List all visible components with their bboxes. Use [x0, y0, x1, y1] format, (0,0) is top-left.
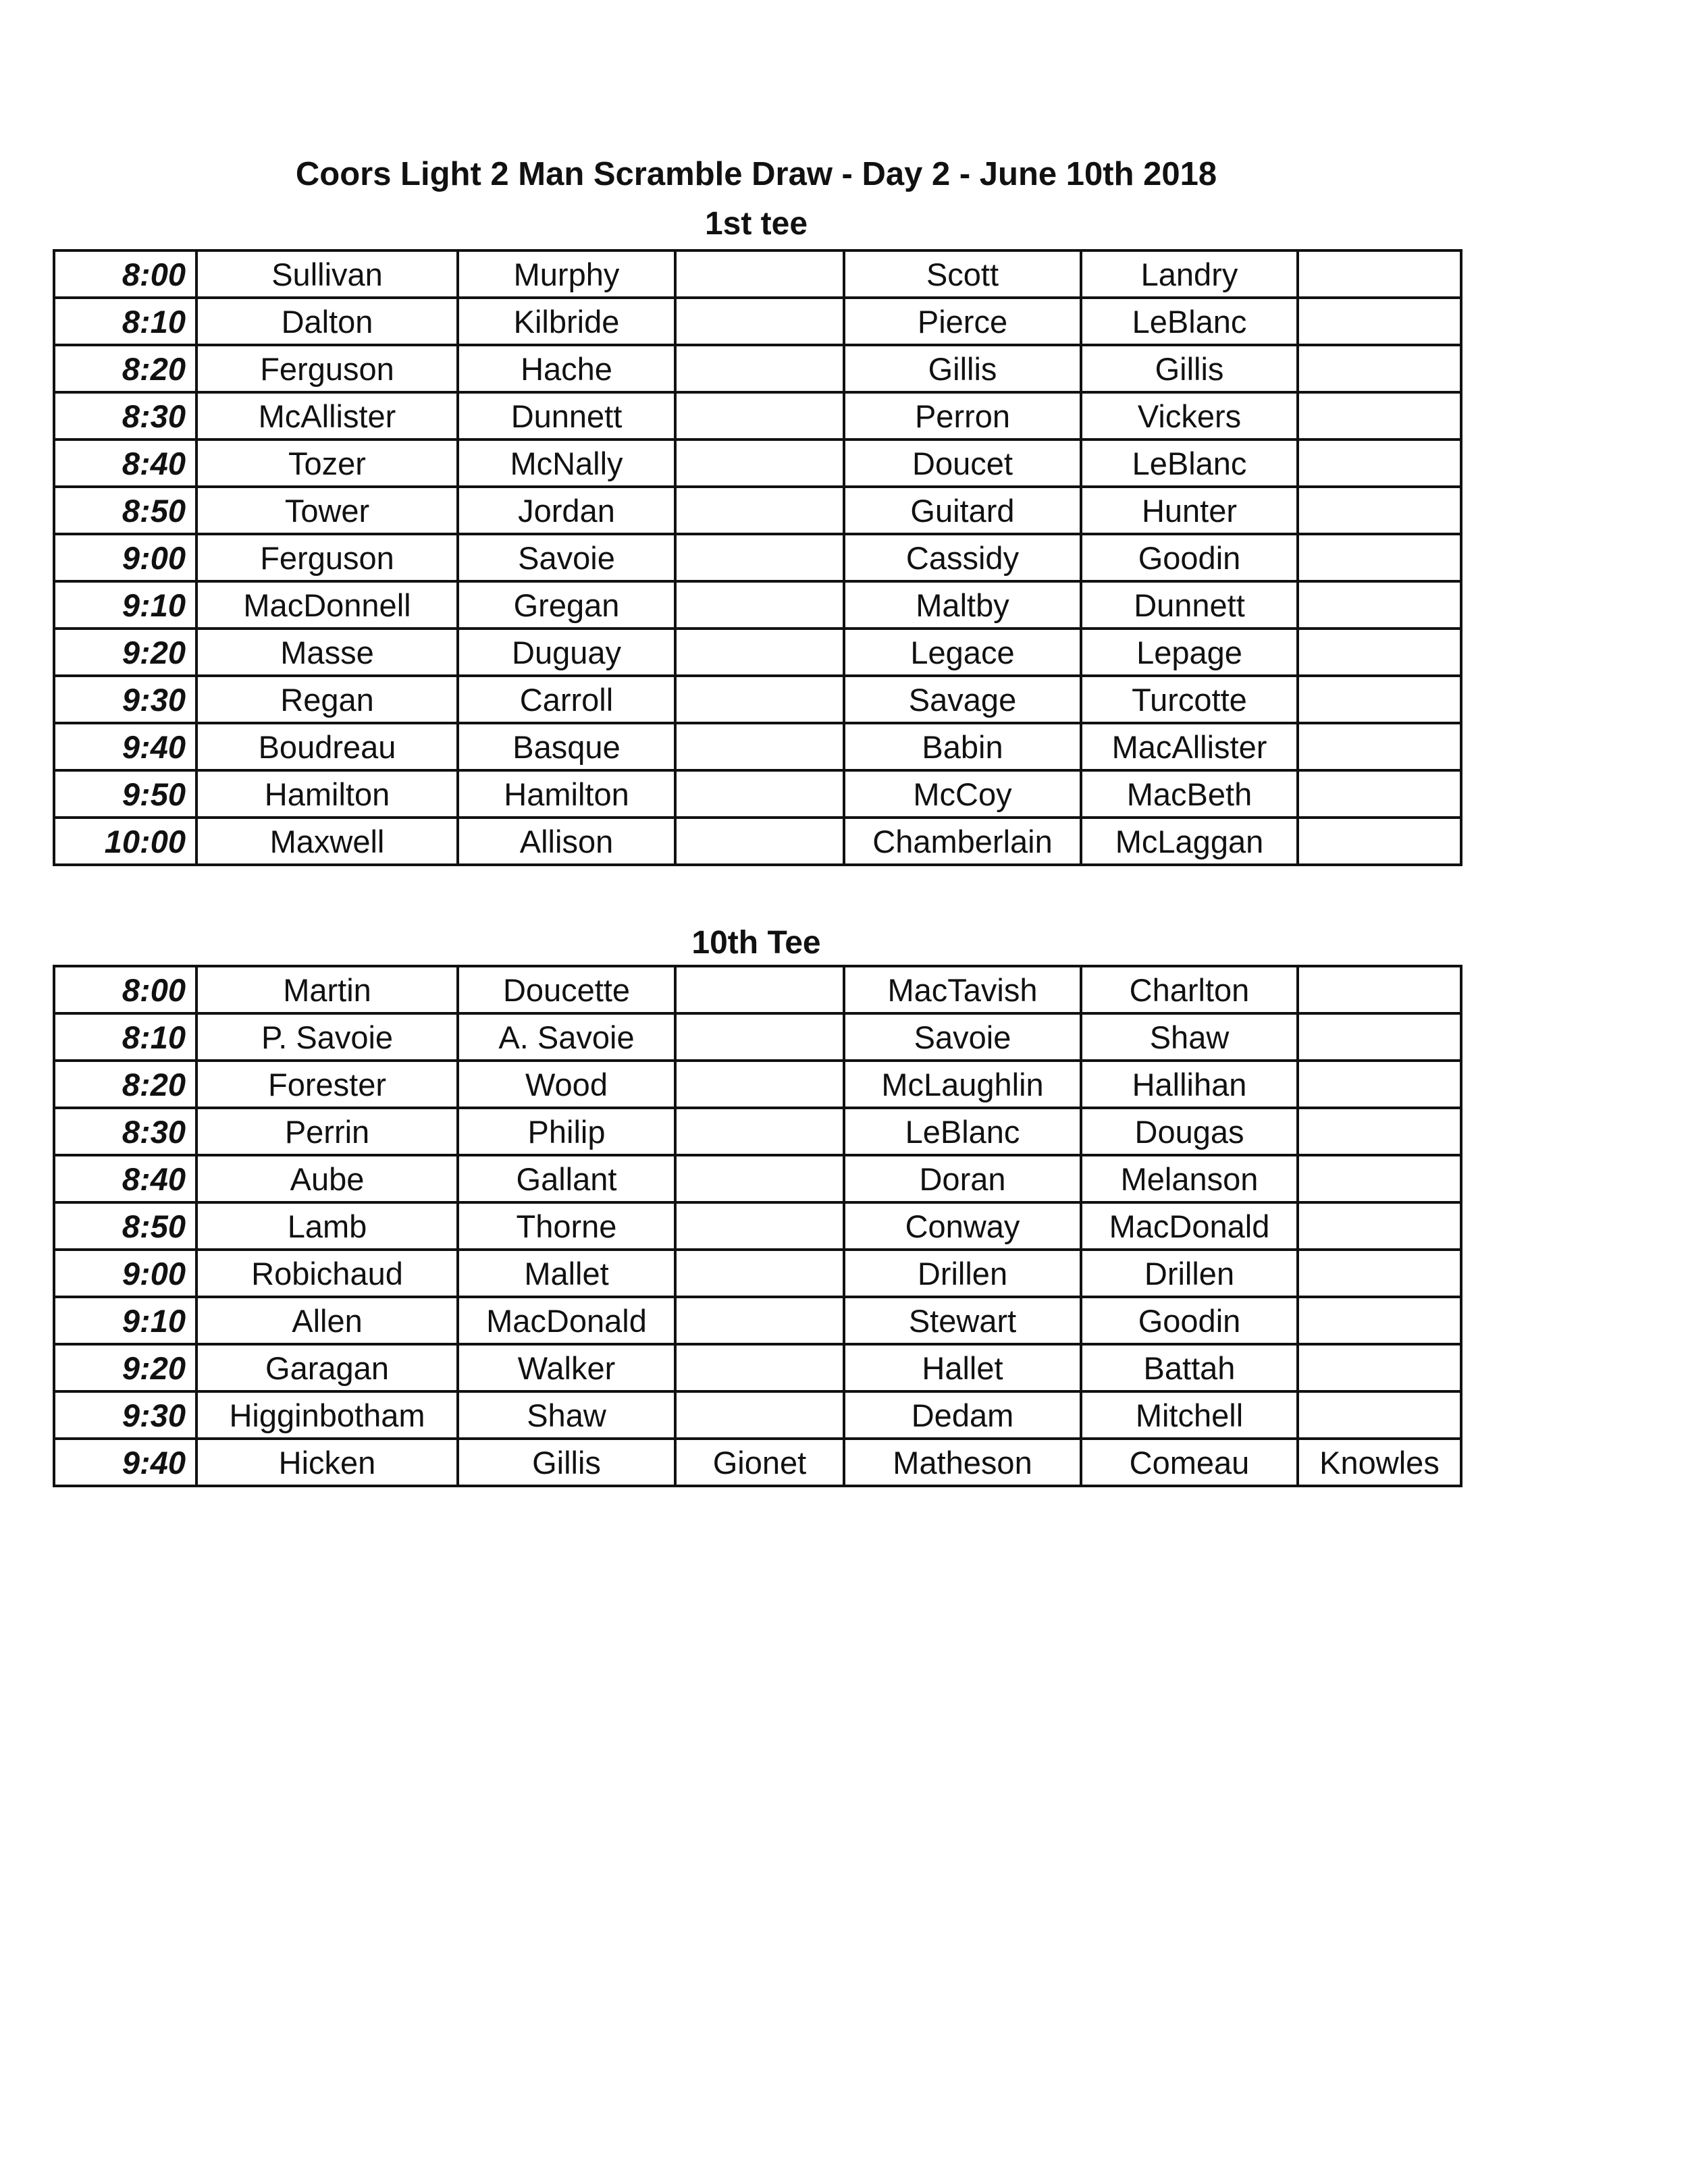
player-cell: Legace — [844, 629, 1081, 676]
player-cell — [1298, 345, 1461, 392]
player-cell: Cassidy — [844, 534, 1081, 581]
player-cell: Gionet — [675, 1439, 844, 1486]
table-row — [54, 487, 1461, 534]
player-cell: Landry — [1081, 250, 1298, 298]
tee-time: 9:00 — [54, 1250, 196, 1297]
player-cell: Masse — [196, 629, 458, 676]
player-cell: Ferguson — [196, 345, 458, 392]
player-cell: LeBlanc — [1081, 298, 1298, 345]
player-cell: Battah — [1081, 1344, 1298, 1391]
player-cell: Lamb — [196, 1202, 458, 1250]
table-row — [54, 392, 1461, 440]
player-cell: Wood — [458, 1061, 675, 1108]
player-cell — [1298, 676, 1461, 723]
player-cell: Knowles — [1298, 1439, 1461, 1486]
table-row — [54, 534, 1461, 581]
player-cell — [675, 487, 844, 534]
player-cell: Savage — [844, 676, 1081, 723]
player-cell: Hamilton — [458, 770, 675, 818]
player-cell — [675, 1297, 844, 1344]
player-cell: Maltby — [844, 581, 1081, 629]
player-cell — [1298, 1155, 1461, 1202]
player-cell: Savoie — [458, 534, 675, 581]
first-tee-rows — [54, 250, 1461, 865]
player-cell: Mallet — [458, 1250, 675, 1297]
table-row — [54, 1250, 1461, 1297]
player-cell: Doran — [844, 1155, 1081, 1202]
player-cell: MacDonnell — [196, 581, 458, 629]
player-cell: Tozer — [196, 440, 458, 487]
table-row — [54, 1439, 1461, 1486]
first-tee-heading: 1st tee — [704, 206, 808, 242]
player-cell — [1298, 392, 1461, 440]
player-cell: MacAllister — [1081, 723, 1298, 770]
player-cell: Charlton — [1081, 966, 1298, 1013]
player-cell: Mitchell — [1081, 1391, 1298, 1439]
player-cell: Allen — [196, 1297, 458, 1344]
player-cell — [1298, 1061, 1461, 1108]
player-cell — [675, 629, 844, 676]
tee-time: 8:00 — [54, 250, 196, 298]
player-cell: Perrin — [196, 1108, 458, 1155]
player-cell: P. Savoie — [196, 1013, 458, 1061]
player-cell: Drillen — [1081, 1250, 1298, 1297]
tee-time: 9:40 — [54, 1439, 196, 1486]
player-cell — [675, 1061, 844, 1108]
player-cell: Sullivan — [196, 250, 458, 298]
player-cell: Forester — [196, 1061, 458, 1108]
player-cell — [1298, 1202, 1461, 1250]
tee-time: 8:30 — [54, 1108, 196, 1155]
player-cell: Goodin — [1081, 1297, 1298, 1344]
player-cell — [1298, 1344, 1461, 1391]
player-cell: Boudreau — [196, 723, 458, 770]
player-cell: Murphy — [458, 250, 675, 298]
player-cell — [1298, 1013, 1461, 1061]
table-row — [54, 629, 1461, 676]
player-cell — [675, 440, 844, 487]
player-cell — [675, 345, 844, 392]
player-cell: Comeau — [1081, 1439, 1298, 1486]
player-cell: Duguay — [458, 629, 675, 676]
player-cell: Scott — [844, 250, 1081, 298]
player-cell: MacBeth — [1081, 770, 1298, 818]
player-cell: Jordan — [458, 487, 675, 534]
player-cell: McLaggan — [1081, 818, 1298, 865]
player-cell: Hamilton — [196, 770, 458, 818]
tee-time: 9:50 — [54, 770, 196, 818]
player-cell: Kilbride — [458, 298, 675, 345]
player-cell: Perron — [844, 392, 1081, 440]
player-cell — [675, 818, 844, 865]
player-cell: Higginbotham — [196, 1391, 458, 1439]
player-cell — [1298, 1250, 1461, 1297]
tee-time: 9:00 — [54, 534, 196, 581]
player-cell — [675, 534, 844, 581]
player-cell: Martin — [196, 966, 458, 1013]
player-cell: Gallant — [458, 1155, 675, 1202]
player-cell: Guitard — [844, 487, 1081, 534]
player-cell — [1298, 1108, 1461, 1155]
player-cell: Basque — [458, 723, 675, 770]
player-cell: Melanson — [1081, 1155, 1298, 1202]
tee-time: 9:20 — [54, 629, 196, 676]
player-cell: Dunnett — [458, 392, 675, 440]
table-row — [54, 966, 1461, 1013]
player-cell — [675, 392, 844, 440]
player-cell: Gillis — [458, 1439, 675, 1486]
player-cell: Hunter — [1081, 487, 1298, 534]
player-cell — [1298, 534, 1461, 581]
table-row — [54, 298, 1461, 345]
player-cell: McAllister — [196, 392, 458, 440]
player-cell: Goodin — [1081, 534, 1298, 581]
player-cell: Hallihan — [1081, 1061, 1298, 1108]
player-cell: Babin — [844, 723, 1081, 770]
player-cell: LeBlanc — [844, 1108, 1081, 1155]
player-cell: Regan — [196, 676, 458, 723]
table-row — [54, 770, 1461, 818]
tee-time: 9:40 — [54, 723, 196, 770]
player-cell: Aube — [196, 1155, 458, 1202]
player-cell: Philip — [458, 1108, 675, 1155]
player-cell — [1298, 1297, 1461, 1344]
table-row — [54, 1108, 1461, 1155]
player-cell: Dedam — [844, 1391, 1081, 1439]
player-cell: Carroll — [458, 676, 675, 723]
player-cell: Ferguson — [196, 534, 458, 581]
player-cell — [675, 770, 844, 818]
tee-time: 8:30 — [54, 392, 196, 440]
player-cell — [675, 581, 844, 629]
tee-time: 8:00 — [54, 966, 196, 1013]
table-row — [54, 345, 1461, 392]
player-cell: Dougas — [1081, 1108, 1298, 1155]
table-row — [54, 250, 1461, 298]
player-cell: Doucette — [458, 966, 675, 1013]
table-row — [54, 581, 1461, 629]
tee-time: 8:10 — [54, 1013, 196, 1061]
player-cell: Stewart — [844, 1297, 1081, 1344]
player-cell: Lepage — [1081, 629, 1298, 676]
player-cell: Shaw — [458, 1391, 675, 1439]
tee-time: 10:00 — [54, 818, 196, 865]
tee-time: 9:10 — [54, 1297, 196, 1344]
player-cell: Garagan — [196, 1344, 458, 1391]
player-cell — [1298, 440, 1461, 487]
player-cell: Pierce — [844, 298, 1081, 345]
player-cell — [1298, 629, 1461, 676]
tee-time: 8:20 — [54, 345, 196, 392]
tee-time: 9:10 — [54, 581, 196, 629]
player-cell: Shaw — [1081, 1013, 1298, 1061]
player-cell — [1298, 723, 1461, 770]
player-cell — [1298, 818, 1461, 865]
player-cell — [1298, 487, 1461, 534]
table-row — [54, 1391, 1461, 1439]
table-row — [54, 818, 1461, 865]
player-cell: Savoie — [844, 1013, 1081, 1061]
player-cell — [675, 250, 844, 298]
player-cell — [675, 1344, 844, 1391]
player-cell: Hallet — [844, 1344, 1081, 1391]
tenth-tee-table — [53, 965, 1462, 1487]
player-cell: Allison — [458, 818, 675, 865]
player-cell — [1298, 1391, 1461, 1439]
player-cell — [675, 1391, 844, 1439]
page-title: Coors Light 2 Man Scramble Draw - Day 2 - June 10th 2018 — [295, 156, 1217, 192]
tenth-tee-rows — [54, 966, 1461, 1486]
player-cell: McCoy — [844, 770, 1081, 818]
player-cell — [675, 966, 844, 1013]
player-cell: MacTavish — [844, 966, 1081, 1013]
player-cell — [1298, 581, 1461, 629]
table-row — [54, 1202, 1461, 1250]
player-cell: MacDonald — [458, 1297, 675, 1344]
player-cell — [675, 1013, 844, 1061]
player-cell: Turcotte — [1081, 676, 1298, 723]
player-cell: Conway — [844, 1202, 1081, 1250]
table-row — [54, 676, 1461, 723]
table-row — [54, 1297, 1461, 1344]
player-cell — [1298, 966, 1461, 1013]
player-cell: Maxwell — [196, 818, 458, 865]
tee-time: 8:50 — [54, 487, 196, 534]
table-row — [54, 1061, 1461, 1108]
tenth-tee-heading: 10th Tee — [691, 925, 821, 961]
player-cell — [675, 676, 844, 723]
player-cell: Robichaud — [196, 1250, 458, 1297]
tee-time: 8:10 — [54, 298, 196, 345]
table-row — [54, 440, 1461, 487]
player-cell — [1298, 298, 1461, 345]
table-row — [54, 1155, 1461, 1202]
first-tee-table — [53, 249, 1462, 866]
player-cell: Gillis — [844, 345, 1081, 392]
player-cell — [675, 1250, 844, 1297]
player-cell: Hache — [458, 345, 675, 392]
player-cell: Gillis — [1081, 345, 1298, 392]
player-cell: Walker — [458, 1344, 675, 1391]
player-cell: MacDonald — [1081, 1202, 1298, 1250]
player-cell: McLaughlin — [844, 1061, 1081, 1108]
tee-time: 8:40 — [54, 440, 196, 487]
player-cell — [675, 723, 844, 770]
player-cell: LeBlanc — [1081, 440, 1298, 487]
player-cell: Matheson — [844, 1439, 1081, 1486]
player-cell — [675, 1202, 844, 1250]
player-cell: Drillen — [844, 1250, 1081, 1297]
table-row — [54, 1344, 1461, 1391]
player-cell — [675, 1108, 844, 1155]
player-cell: Gregan — [458, 581, 675, 629]
player-cell: Hicken — [196, 1439, 458, 1486]
player-cell: Vickers — [1081, 392, 1298, 440]
player-cell: McNally — [458, 440, 675, 487]
player-cell — [1298, 250, 1461, 298]
tee-time: 9:30 — [54, 1391, 196, 1439]
table-row — [54, 723, 1461, 770]
player-cell: Tower — [196, 487, 458, 534]
table-row — [54, 1013, 1461, 1061]
player-cell: Doucet — [844, 440, 1081, 487]
player-cell — [675, 298, 844, 345]
player-cell: Dalton — [196, 298, 458, 345]
tee-time: 9:20 — [54, 1344, 196, 1391]
tee-time: 8:20 — [54, 1061, 196, 1108]
tee-time: 8:50 — [54, 1202, 196, 1250]
player-cell — [1298, 770, 1461, 818]
player-cell: Thorne — [458, 1202, 675, 1250]
tee-time: 9:30 — [54, 676, 196, 723]
player-cell — [675, 1155, 844, 1202]
player-cell: A. Savoie — [458, 1013, 675, 1061]
player-cell: Dunnett — [1081, 581, 1298, 629]
tee-time: 8:40 — [54, 1155, 196, 1202]
player-cell: Chamberlain — [844, 818, 1081, 865]
